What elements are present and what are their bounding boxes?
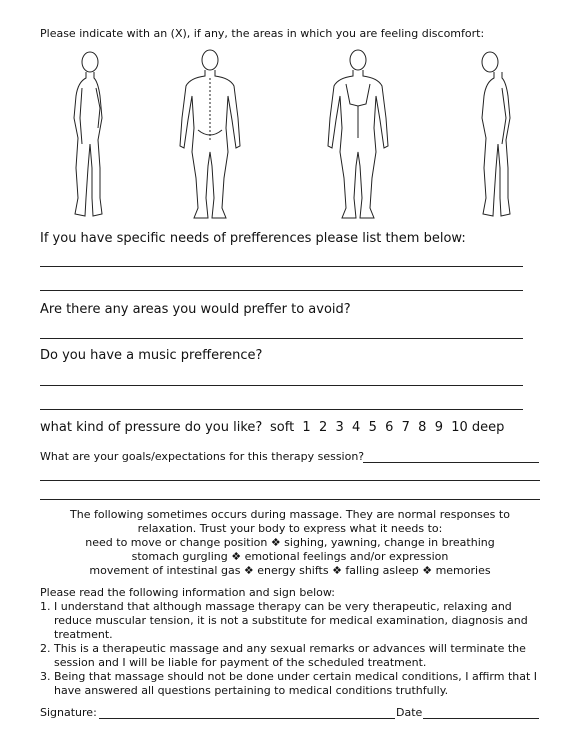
agreement-list [40, 600, 540, 698]
body-front-figure[interactable] [328, 50, 388, 218]
pressure-scale[interactable]: soft 1 2 3 4 5 6 7 8 9 10 deep [270, 420, 505, 435]
goals-line-inline[interactable] [363, 462, 539, 463]
notice-line-2: relaxation. Trust your body to express what it needs to: [137, 522, 443, 535]
pressure-question: what kind of pressure do you like? [40, 420, 263, 435]
goals-line-1[interactable] [40, 480, 540, 481]
intro-text: Please indicate with an (X), if any, the areas in which you are feeling discomfort: [40, 27, 485, 40]
needs-line-1[interactable] [40, 266, 523, 267]
sign-intro: Please read the following information and sign below: [40, 586, 336, 599]
agreement-item [40, 642, 540, 670]
needs-line-2[interactable] [40, 290, 523, 291]
date-field[interactable] [423, 718, 539, 719]
date-label: Date [396, 706, 423, 719]
agreement-text: I understand that although massage therapy can be very therapeutic, relaxing and reduce muscular tension, it is not a substitute for medical examination, diagnosis and treatment. [54, 600, 528, 641]
needs-question: If you have specific needs of prefferences please list them below: [40, 231, 466, 246]
agreement-number: 1. [40, 600, 51, 613]
music-line-2[interactable] [40, 409, 523, 410]
goals-line-2[interactable] [40, 499, 540, 500]
agreement-item [40, 600, 540, 642]
body-back-figure[interactable] [180, 50, 240, 218]
goals-question: What are your goals/expectations for this therapy session? [40, 450, 365, 463]
avoid-line[interactable] [40, 338, 523, 339]
music-question: Do you have a music prefference? [40, 348, 263, 363]
agreement-number: 2. [40, 642, 51, 655]
notice-line-1: The following sometimes occurs during massage. They are normal responses to [70, 508, 510, 521]
body-side-right-figure[interactable] [482, 52, 510, 216]
agreement-text: Being that massage should not be done under certain medical conditions, I affirm that I have answered all questions pertaining to medical conditions truthfully. [54, 670, 538, 697]
notice-line-4: stomach gurgling ❖ emotional feelings and/or expression [131, 550, 449, 563]
avoid-question: Are there any areas you would preffer to avoid? [40, 302, 351, 317]
agreement-item [40, 670, 540, 698]
signature-label: Signature: [40, 706, 97, 719]
body-side-left-figure[interactable] [74, 52, 102, 216]
agreement-number: 3. [40, 670, 51, 683]
notice-block [40, 508, 540, 578]
notice-line-5: movement of intestinal gas ❖ energy shifts ❖ falling asleep ❖ memories [89, 564, 491, 577]
signature-field[interactable] [99, 718, 395, 719]
music-line-1[interactable] [40, 385, 523, 386]
body-diagram[interactable] [60, 48, 520, 220]
agreement-text: This is a therapeutic massage and any sexual remarks or advances will terminate the session and I will be liable for payment of the scheduled treatment. [54, 642, 526, 669]
notice-line-3: need to move or change position ❖ sighing, yawning, change in breathing [85, 536, 495, 549]
